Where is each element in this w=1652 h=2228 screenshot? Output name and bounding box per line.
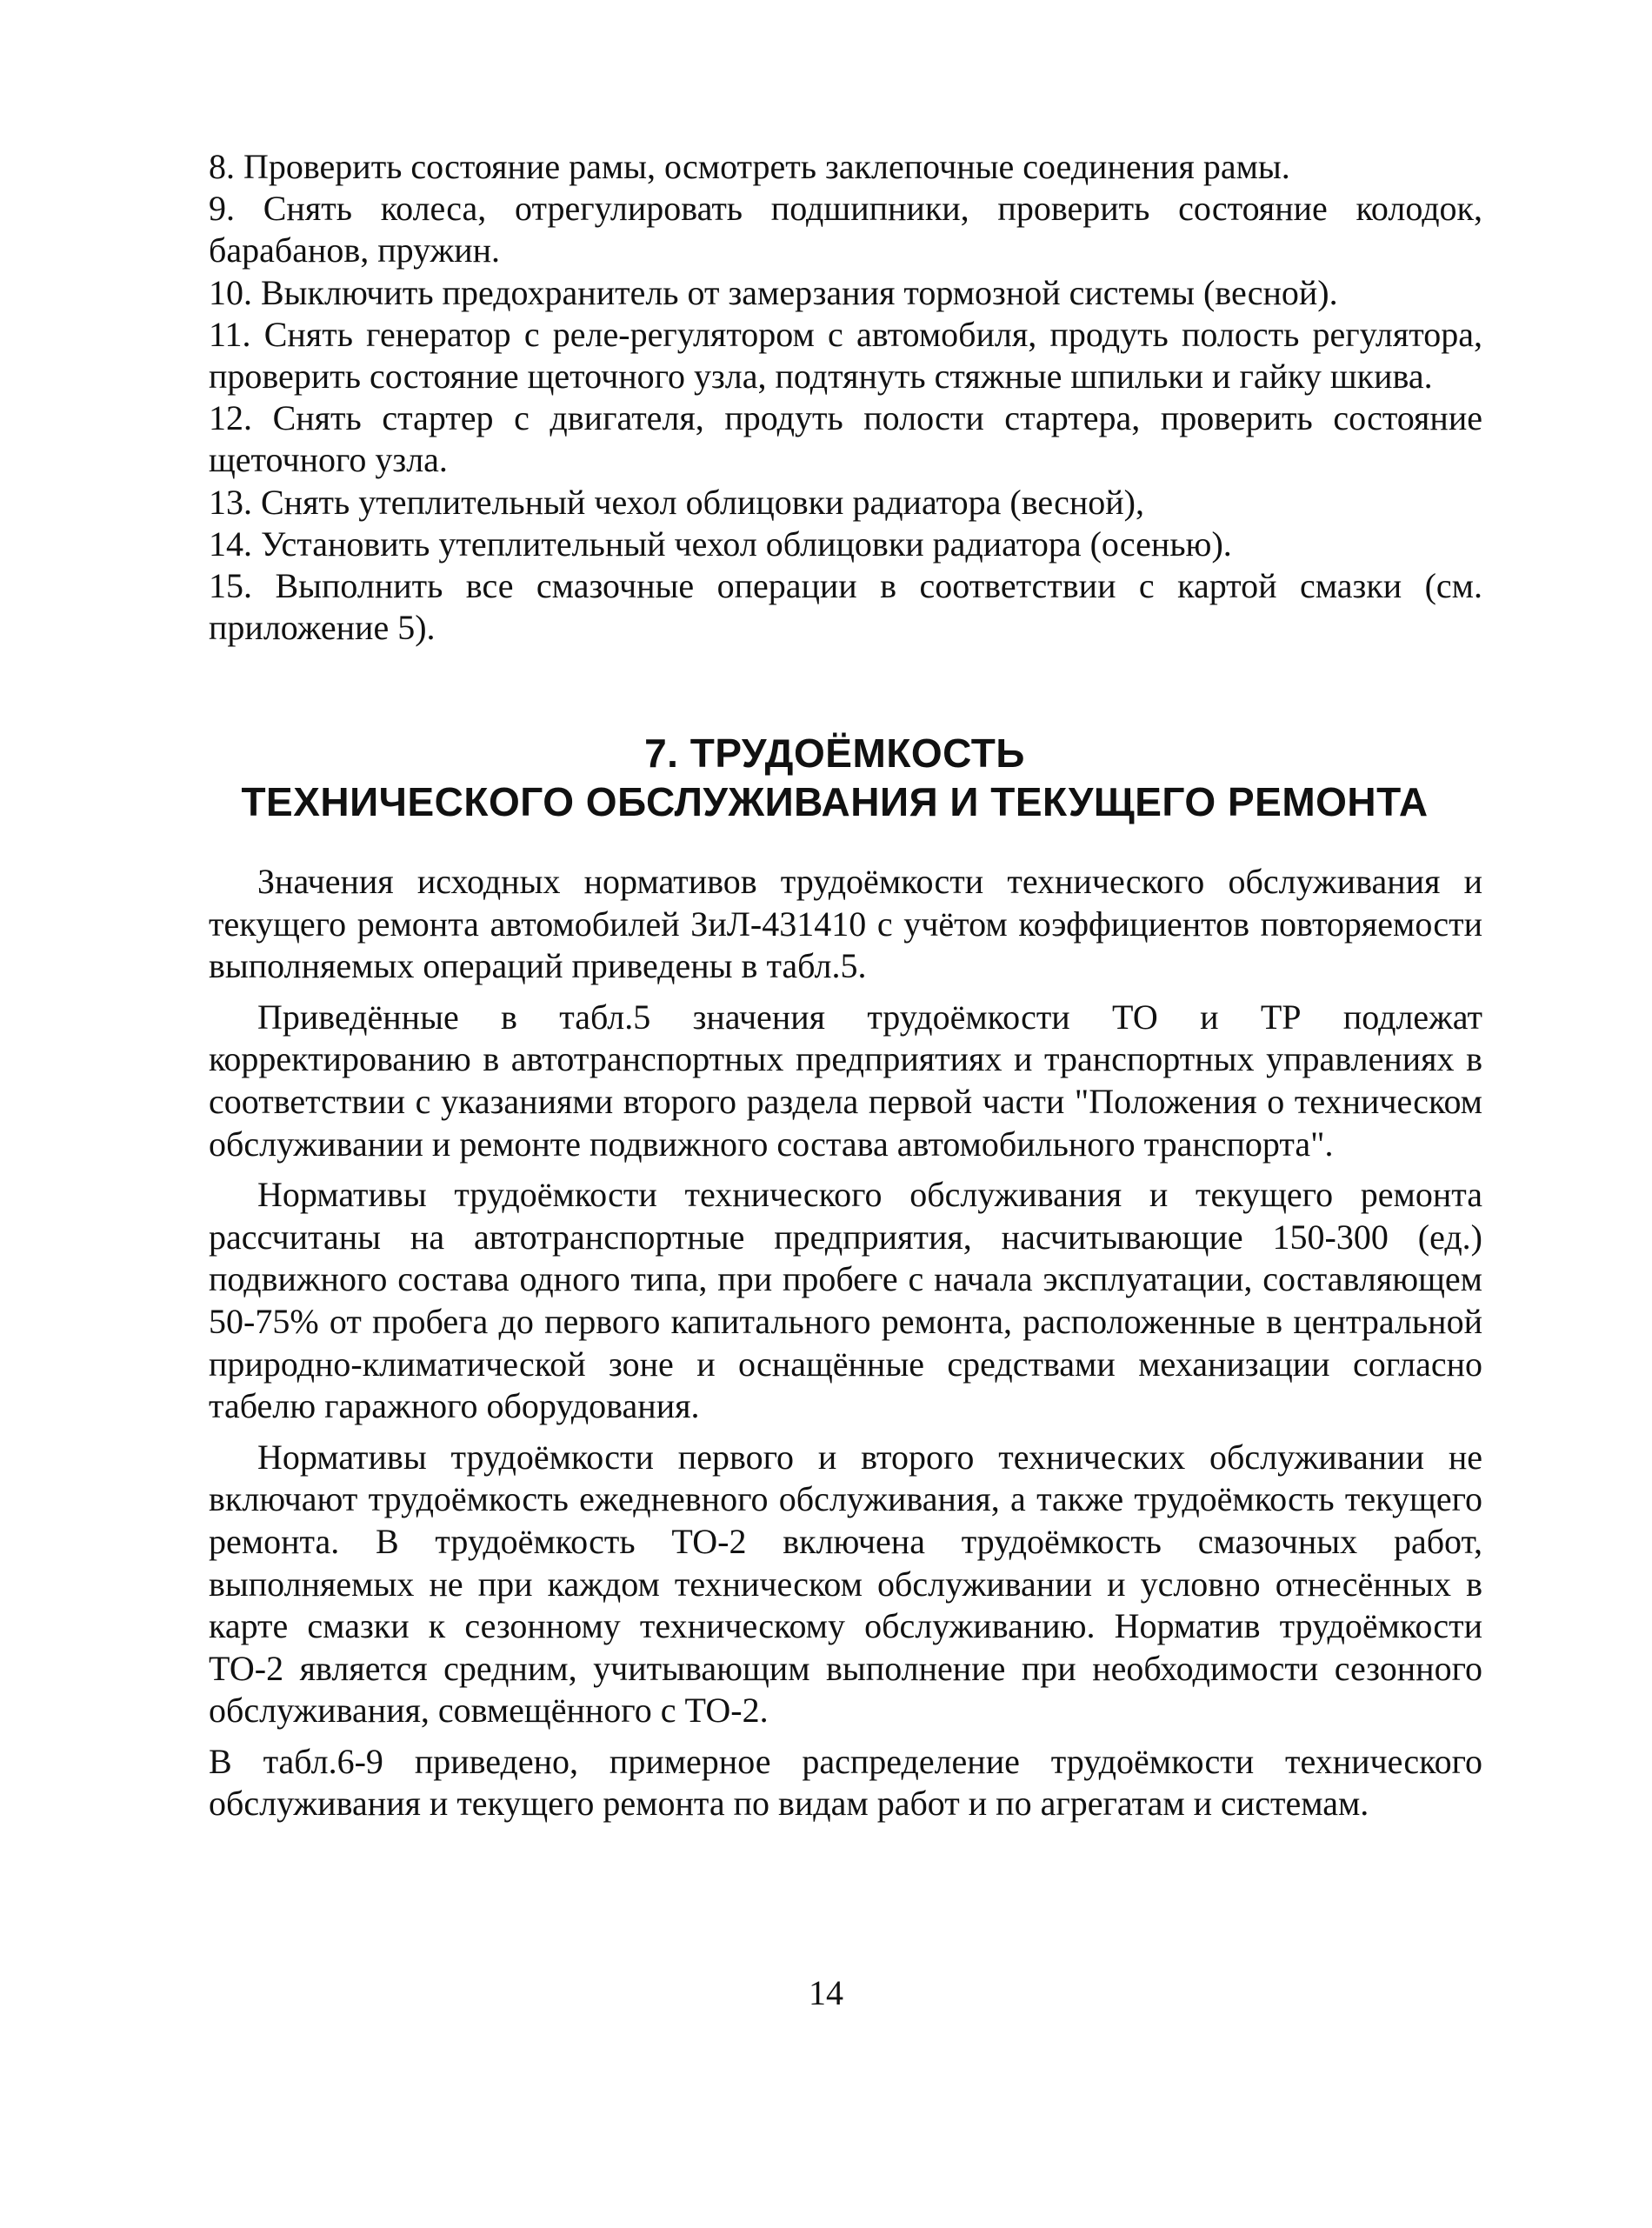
paragraph: Нормативы трудоёмкости первого и второго технических обслуживании не включают трудоёмкость ежедневного обслуживания, а также трудоёмкость текущего ремонта. В трудоёмкость ТО-2 включена трудоёмкость смазочных работ, выполняемых не при каждом техническом обслуживании и условно отнесённых в карте смазки к сезонному техническому обслуживанию. Норматив трудоёмкости ТО-2 является средним, учитывающим выполнение при необходимости сезонного обслуживания, совмещённого с ТО-2. — [209, 1437, 1482, 1731]
paragraph: В табл.6-9 приведено, примерное распределение трудоёмкости технического обслуживания и текущего ремонта по видам работ и по агрегатам и системам. — [209, 1741, 1482, 1824]
list-item: 10. Выключить предохранитель от замерзания тормозной системы (весной). — [209, 272, 1338, 312]
list-item: 14. Установить утеплительный чехол облицовки радиатора (осенью). — [209, 524, 1232, 564]
list-item: 12. Снять стартер с двигателя, продуть полости стартера, проверить состояние щеточного узла. — [209, 398, 1482, 480]
section-heading — [157, 729, 1513, 826]
paragraph: Нормативы трудоёмкости технического обслуживания и текущего ремонта рассчитаны на автотранспортные предприятия, насчитывающие 150-300 (ед.) подвижного состава одного типа, при пробеге с начала эксплуатации, составляющем 50-75% от пробега до первого капитального ремонта, расположенные в центральной природно-климатической зоне и оснащённые средствами механизации согласно табелю гаражного оборудования. — [209, 1175, 1482, 1426]
section-heading-line-2: ТЕХНИЧЕСКОГО ОБСЛУЖИВАНИЯ И ТЕКУЩЕГО РЕМОНТА — [241, 779, 1429, 824]
list-item: 15. Выполнить все смазочные операции в соответствии с картой смазки (см. приложение 5). — [209, 566, 1482, 648]
paragraph: Приведённые в табл.5 значения трудоёмкости ТО и ТР подлежат корректированию в автотранспортных предприятиях и транспортных управлениях в соответствии с указаниями второго раздела первой части "Положения о техническом обслуживании и ремонте подвижного состава автомобильного транспорта". — [209, 997, 1482, 1164]
list-item: 9. Снять колеса, отрегулировать подшипники, проверить состояние колодок, барабанов, пружин. — [209, 189, 1482, 270]
list-item: 11. Снять генератор с реле-регулятором с автомобиля, продуть полость регулятора, проверить состояние щеточного узла, подтянуть стяжные шпильки и гайку шкива. — [209, 314, 1482, 397]
maintenance-operations-list — [209, 146, 1482, 649]
page-number: 14 — [809, 1973, 843, 2012]
section-heading-line-1: 7. ТРУДОЁМКОСТЬ — [644, 730, 1025, 776]
section-body — [209, 861, 1482, 1834]
paragraph: Значения исходных нормативов трудоёмкости технического обслуживания и текущего ремонта автомобилей ЗиЛ-431410 с учётом коэффициентов повторяемости выполняемых операций приведены в табл.5. — [209, 862, 1482, 986]
list-item: 13. Снять утеплительный чехол облицовки радиатора (весной), — [209, 482, 1144, 522]
list-item: 8. Проверить состояние рамы, осмотреть заклепочные соединения рамы. — [209, 147, 1290, 186]
